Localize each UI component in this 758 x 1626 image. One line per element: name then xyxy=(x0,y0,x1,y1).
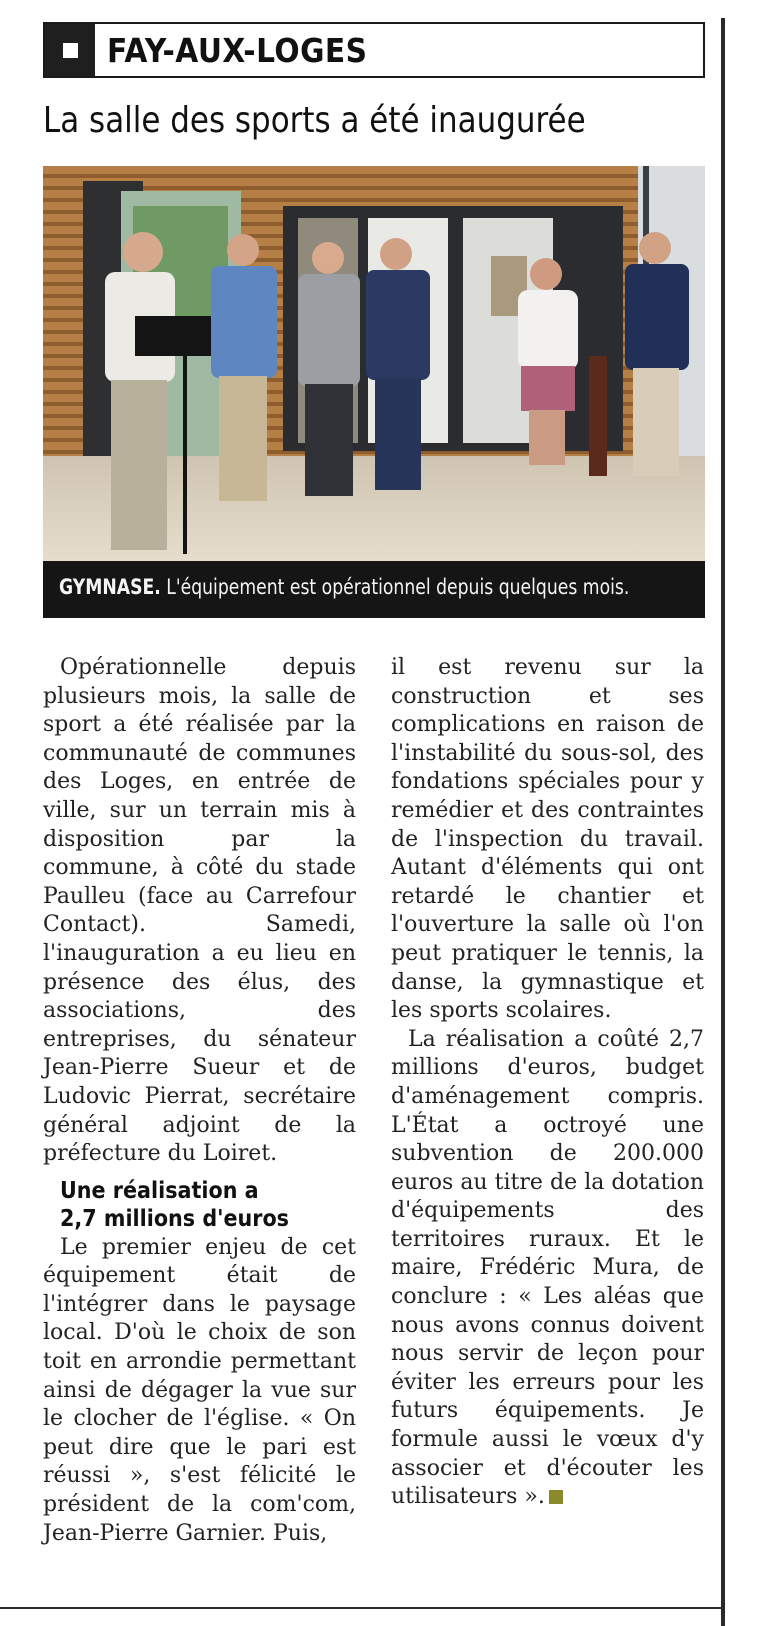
end-square-icon xyxy=(549,1490,563,1504)
paragraph-4-text: La réalisation a coûté 2,7 millions d'euros, budget d'aménagement compris. L'État a octroyé une subvention de 200.000 euros au titre de la dotation d'équipements des territoires ruraux. Et le maire, Frédéric Mura, de conclure : « Les aléas que nous avons connus doivent nous servir de leçon pour éviter les erreurs pour les futurs équipements. Je formule aussi le vœux d'y associer et d'écouter les utilisateurs ». xyxy=(391,1026,704,1510)
subheading xyxy=(60,1177,326,1233)
page-rule-bottom xyxy=(0,1607,721,1609)
paragraph-2: Le premier enjeu de cet équipement était de l'intégrer dans le paysage local. D'où le choix de son toit en arrondie permettant ainsi de dégager la vue sur le clocher de l'église. « On peut dire que le pari est réussi », s'est félicité le président de la com'com, Jean-Pierre Garnier. Puis, xyxy=(43,1234,356,1546)
paragraph-1: Opérationnelle depuis plusieurs mois, la salle de sport a été réalisée par la communauté de communes des Loges, en entrée de ville, sur un terrain mis à disposition par la commune, à côté du stade Paulleu (face au Carrefour Contact). Samedi, l'inauguration a eu lieu en présence des élus, des associations, des entreprises, du sénateur Jean-Pierre Sueur et de Ludovic Pierrat, secrétaire général adjoint de la préfecture du Loiret. xyxy=(43,655,356,1167)
article-photo xyxy=(43,166,705,561)
section-title: FAY-AUX-LOGES xyxy=(107,31,368,70)
article-column-left xyxy=(43,654,356,1548)
article-column-right xyxy=(391,654,704,1512)
paragraph-4 xyxy=(391,1026,704,1512)
subheading-line-2: 2,7 millions d'euros xyxy=(60,1205,289,1232)
caption-text: L'équipement est opérationnel depuis quelques mois. xyxy=(160,575,630,599)
paragraph-3: il est revenu sur la construction et ses complications en raison de l'instabilité du sous-sol, des fondations spéciales pour y remédier et des contraintes de l'inspection du travail. Autant d'éléments qui ont retardé le chantier et l'ouverture la salle où l'on peut pratiquer le tennis, la danse, la gymnastique et les sports scolaires. xyxy=(391,655,704,1024)
caption-lead: GYMNASE. xyxy=(59,575,161,599)
section-header xyxy=(43,22,705,78)
article-headline: La salle des sports a été inaugurée xyxy=(43,100,586,141)
photo-caption xyxy=(43,561,705,618)
square-bullet-icon xyxy=(45,24,95,76)
column-rule-right xyxy=(721,18,725,1626)
subheading-line-1: Une réalisation a xyxy=(60,1177,259,1204)
